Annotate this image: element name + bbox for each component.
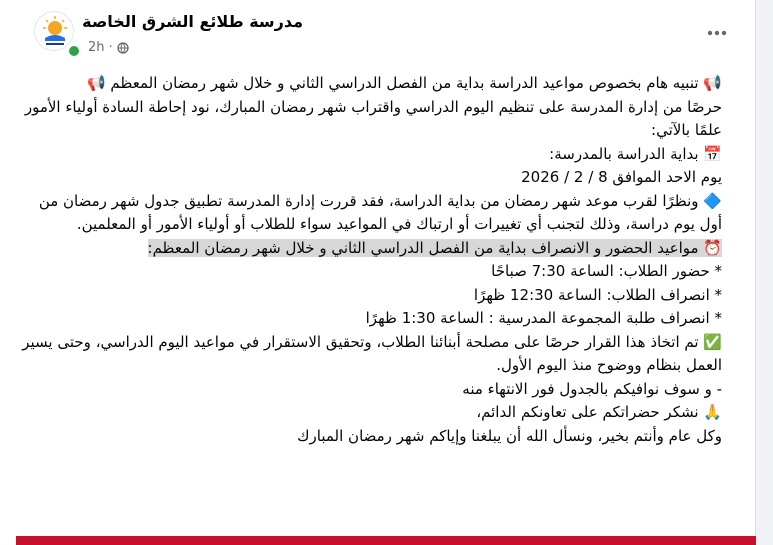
emoji-icon: ✅ bbox=[703, 332, 722, 351]
line-text: * انصراف طلبة المجموعة المدرسية : الساعة 1:30 ظهرًا bbox=[365, 309, 722, 327]
emoji-icon: 🙏 bbox=[703, 403, 722, 421]
post-line bbox=[12, 284, 722, 308]
attached-media-edge[interactable] bbox=[16, 536, 756, 545]
post-line bbox=[12, 401, 722, 425]
post-time[interactable]: 2h bbox=[88, 40, 105, 55]
line-text: بداية الدراسة بالمدرسة: bbox=[549, 144, 704, 163]
post-line bbox=[12, 378, 722, 402]
school-logo-icon[interactable] bbox=[34, 11, 74, 51]
post-header bbox=[0, 0, 756, 66]
post-body bbox=[12, 72, 722, 448]
page-name-link[interactable]: مدرسة طلائع الشرق الخاصة bbox=[82, 12, 303, 31]
line-content bbox=[39, 192, 722, 234]
line-content bbox=[491, 262, 722, 280]
online-status-dot bbox=[67, 44, 81, 58]
post-meta bbox=[88, 40, 129, 55]
post-line bbox=[12, 143, 722, 167]
line-text: يوم الاحد الموافق 8 / 2 / 2026 bbox=[521, 168, 722, 186]
globe-icon[interactable] bbox=[117, 42, 129, 54]
line-content bbox=[87, 74, 722, 92]
line-text: * انصراف الطلاب: الساعة 12:30 ظهرًا bbox=[473, 285, 722, 304]
line-content bbox=[297, 427, 722, 445]
post-line bbox=[12, 331, 722, 378]
line-text: تم اتخاذ هذا القرار حرصًا على مصلحة أبنائنا الطلاب، وتحقيق الاستقرار في مواعيد اليوم الدراسي، وحتى يسير العمل بنظام ووضوح منذ اليوم الأول. bbox=[22, 332, 722, 374]
post-line bbox=[12, 307, 722, 331]
line-content bbox=[25, 98, 722, 140]
emoji-icon: 🔷 bbox=[703, 191, 722, 210]
line-content bbox=[22, 333, 722, 375]
line-content bbox=[366, 309, 722, 327]
post-line bbox=[12, 190, 722, 237]
post-line bbox=[12, 166, 722, 190]
line-text: نشكر حضراتكم على تعاونكم الدائم، bbox=[476, 403, 704, 421]
more-options-button[interactable] bbox=[705, 21, 729, 45]
line-text: - و سوف نوافيكم بالجدول فور الانتهاء منه bbox=[462, 379, 722, 398]
line-text: مواعيد الحضور و الانصراف بداية من الفصل الدراسي الثاني و خلال شهر رمضان المعظم: bbox=[147, 238, 704, 257]
emoji-icon: ⏰ bbox=[703, 238, 722, 257]
meta-separator: · bbox=[108, 40, 113, 55]
highlighted-line bbox=[148, 239, 722, 257]
post-line bbox=[12, 96, 722, 143]
line-text: تنبيه هام بخصوص مواعيد الدراسة بداية من الفصل الدراسي الثاني و خلال شهر رمضان المعظم bbox=[105, 74, 704, 92]
line-content bbox=[549, 145, 722, 163]
line-text: وكل عام وأنتم بخير، ونسأل الله أن يبلغنا وإياكم شهر رمضان المبارك bbox=[297, 426, 722, 445]
post-line bbox=[12, 425, 722, 449]
line-content bbox=[474, 286, 722, 304]
line-text: ونظرًا لقرب موعد شهر رمضان من بداية الدراسة، فقد قررت إدارة المدرسة تطبيق جدول شهر رمضان من أول يوم دراسة، وذلك لتجنب أي تغييرات أو ارتباك في المواعيد سواء للطلاب أو أولياء الأمور أو المعلمين. bbox=[38, 191, 722, 233]
more-horizontal-icon bbox=[707, 30, 727, 36]
line-text: * حضور الطلاب: الساعة 7:30 صباحًا bbox=[491, 262, 722, 280]
line-text: حرصًا من إدارة المدرسة على تنظيم اليوم الدراسي واقتراب شهر رمضان المبارك، نود إحاطة السادة أولياء الأمور علمًا بالآتي: bbox=[24, 97, 722, 139]
post-line bbox=[12, 260, 722, 284]
line-content bbox=[476, 403, 722, 421]
line-content bbox=[462, 380, 722, 398]
post-line bbox=[12, 237, 722, 261]
post-line bbox=[12, 72, 722, 96]
emoji-icon: 📢 bbox=[86, 74, 106, 92]
line-content bbox=[521, 168, 722, 186]
emoji-icon: 📢 bbox=[703, 74, 722, 92]
emoji-icon: 📅 bbox=[703, 144, 722, 163]
